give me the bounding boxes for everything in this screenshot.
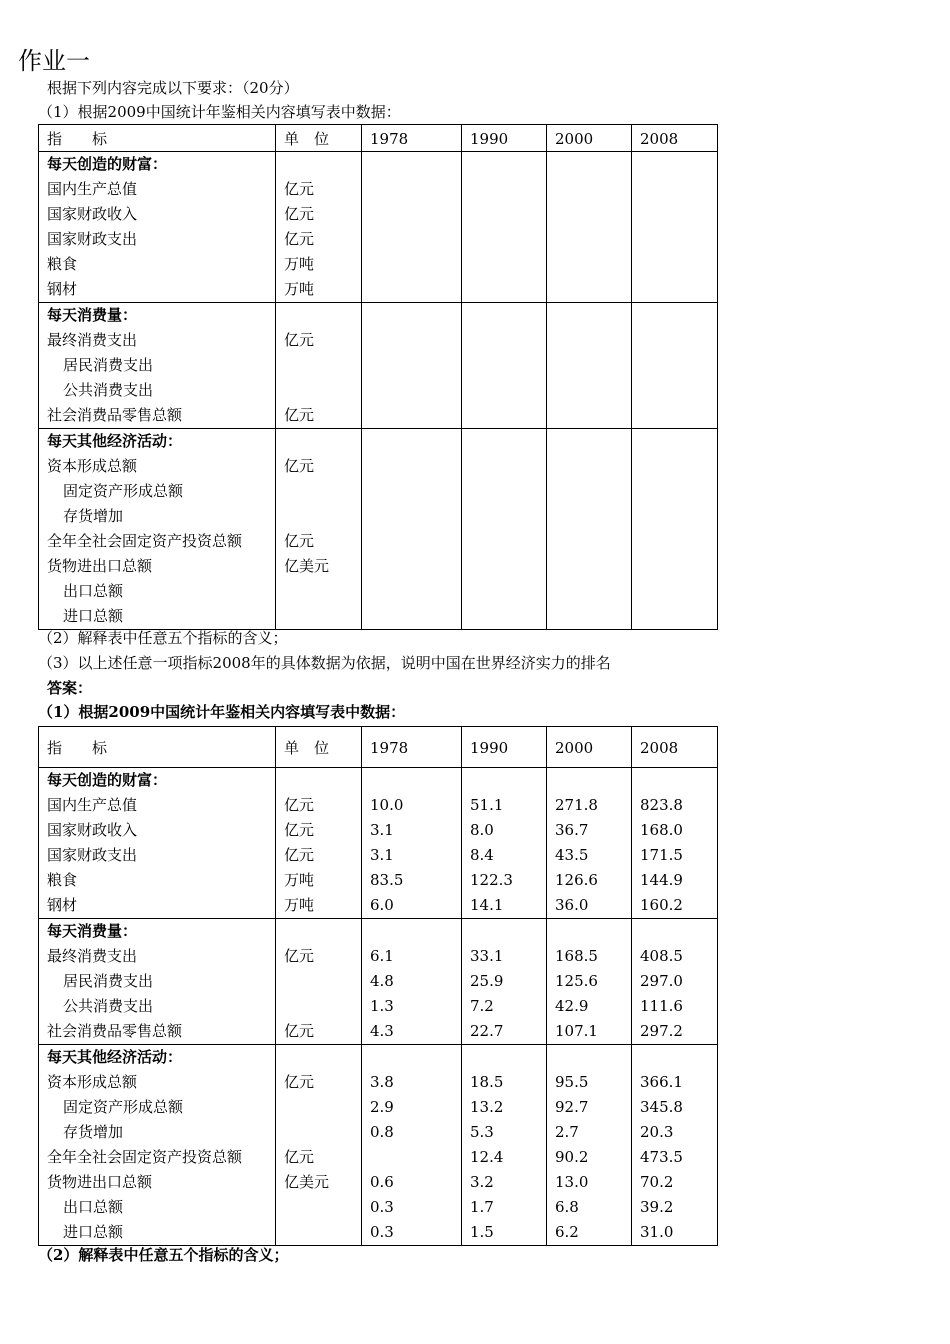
spacer xyxy=(276,152,361,177)
spacer xyxy=(276,919,361,944)
indicator-name: 出口总额 xyxy=(63,582,124,600)
value-cell xyxy=(547,152,632,303)
indicator-name: 进口总额 xyxy=(63,607,124,625)
indicator-name: 全年全社会固定资产投资总额 xyxy=(47,1148,243,1166)
indicator-name: 存货增加 xyxy=(63,1123,124,1141)
unit-cell xyxy=(276,919,362,1045)
unit-label xyxy=(276,604,361,629)
value-cell xyxy=(547,303,632,429)
spacer xyxy=(462,429,546,454)
unit-label: 万吨 xyxy=(284,280,315,298)
spacer xyxy=(547,303,631,328)
header-2008: 2008 xyxy=(632,727,718,768)
indicator-name: 进口总额 xyxy=(63,1223,124,1241)
value: 18.5 xyxy=(470,1073,504,1091)
unit-label: 亿元 xyxy=(284,1148,315,1166)
table-header-row xyxy=(39,727,718,768)
value: 2.9 xyxy=(370,1098,394,1116)
value: 14.1 xyxy=(470,896,504,914)
unit-label: 亿元 xyxy=(284,821,315,839)
group-heading: 每天消费量： xyxy=(47,922,138,940)
answer-question-2: （2）解释表中任意五个指标的含义； xyxy=(38,1246,289,1264)
value: 31.0 xyxy=(640,1223,674,1241)
spacer xyxy=(462,1045,546,1070)
spacer xyxy=(462,919,546,944)
value xyxy=(362,1145,461,1170)
unit-label xyxy=(276,479,361,504)
value: 90.2 xyxy=(555,1148,589,1166)
unit-label: 万吨 xyxy=(284,896,315,914)
unit-cell xyxy=(276,152,362,303)
value: 22.7 xyxy=(470,1022,504,1040)
unit-label: 亿元 xyxy=(284,331,315,349)
spacer xyxy=(547,152,631,177)
unit-label: 亿元 xyxy=(284,205,315,223)
value: 3.1 xyxy=(370,846,394,864)
value: 168.0 xyxy=(640,821,683,839)
indicator-name: 全年全社会固定资产投资总额 xyxy=(47,532,243,550)
value: 10.0 xyxy=(370,796,404,814)
value: 473.5 xyxy=(640,1148,683,1166)
value: 12.4 xyxy=(470,1148,504,1166)
unit-label: 亿元 xyxy=(284,532,315,550)
value-cell xyxy=(362,1045,462,1246)
unit-label xyxy=(276,378,361,403)
spacer xyxy=(276,1045,361,1070)
unit-cell xyxy=(276,1045,362,1246)
table-group xyxy=(39,152,718,303)
question-1: （1）根据2009中国统计年鉴相关内容填写表中数据： xyxy=(38,103,401,121)
unit-label: 万吨 xyxy=(284,871,315,889)
value: 20.3 xyxy=(640,1123,674,1141)
unit-label: 亿元 xyxy=(284,947,315,965)
value: 92.7 xyxy=(555,1098,589,1116)
value: 408.5 xyxy=(640,947,683,965)
value: 36.7 xyxy=(555,821,589,839)
value: 83.5 xyxy=(370,871,404,889)
blank-table xyxy=(38,124,718,630)
value: 1.5 xyxy=(470,1223,494,1241)
value: 297.0 xyxy=(640,972,683,990)
indicator-name: 国家财政支出 xyxy=(47,230,138,248)
value: 1.3 xyxy=(370,997,394,1015)
spacer xyxy=(632,919,717,944)
value: 125.6 xyxy=(555,972,598,990)
indicator-name: 粮食 xyxy=(47,871,78,889)
value-cell xyxy=(547,429,632,630)
group-heading: 每天其他经济活动： xyxy=(47,1048,183,1066)
unit-label xyxy=(276,579,361,604)
unit-cell xyxy=(276,429,362,630)
value-cell xyxy=(362,303,462,429)
indicator-name: 国家财政收入 xyxy=(47,205,138,223)
value: 6.1 xyxy=(370,947,394,965)
indicator-name: 钢材 xyxy=(47,280,78,298)
indicator-name: 社会消费品零售总额 xyxy=(47,1022,183,1040)
value: 6.2 xyxy=(555,1223,579,1241)
value: 271.8 xyxy=(555,796,598,814)
header-1978: 1978 xyxy=(362,125,462,152)
value: 6.0 xyxy=(370,896,394,914)
indicator-name: 固定资产形成总额 xyxy=(63,1098,184,1116)
indicator-name: 货物进出口总额 xyxy=(47,557,153,575)
group-heading: 每天消费量： xyxy=(47,306,138,324)
indicator-name: 钢材 xyxy=(47,896,78,914)
table-group xyxy=(39,919,718,1045)
header-unit: 单 位 xyxy=(276,727,362,768)
spacer xyxy=(462,152,546,177)
indicator-name: 国内生产总值 xyxy=(47,180,138,198)
value: 126.6 xyxy=(555,871,598,889)
spacer xyxy=(276,768,361,793)
value: 107.1 xyxy=(555,1022,598,1040)
unit-label: 亿元 xyxy=(284,406,315,424)
question-3: （3）以上述任意一项指标2008年的具体数据为依据，说明中国在世界经济实力的排名 xyxy=(38,654,611,672)
indicator-name: 粮食 xyxy=(47,255,78,273)
unit-label: 亿美元 xyxy=(284,1173,330,1191)
intro-text: 根据下列内容完成以下要求：（20分） xyxy=(47,79,299,97)
indicator-name: 存货增加 xyxy=(63,507,124,525)
value: 4.8 xyxy=(370,972,394,990)
header-2000: 2000 xyxy=(547,727,632,768)
indicator-cell xyxy=(39,303,276,429)
value-cell xyxy=(362,768,462,919)
spacer xyxy=(362,768,461,793)
value: 43.5 xyxy=(555,846,589,864)
unit-label: 亿元 xyxy=(284,1073,315,1091)
table-group xyxy=(39,768,718,919)
indicator-name: 国家财政支出 xyxy=(47,846,138,864)
unit-label: 亿元 xyxy=(284,1022,315,1040)
value: 70.2 xyxy=(640,1173,674,1191)
header-2000: 2000 xyxy=(547,125,632,152)
group-heading: 每天其他经济活动： xyxy=(47,432,183,450)
indicator-name: 国家财政收入 xyxy=(47,821,138,839)
value: 171.5 xyxy=(640,846,683,864)
value-cell xyxy=(632,1045,718,1246)
value: 0.3 xyxy=(370,1223,394,1241)
spacer xyxy=(362,429,461,454)
value: 7.2 xyxy=(470,997,494,1015)
answer-table xyxy=(38,726,718,1246)
value: 0.6 xyxy=(370,1173,394,1191)
spacer xyxy=(276,303,361,328)
value: 345.8 xyxy=(640,1098,683,1116)
indicator-name: 居民消费支出 xyxy=(63,972,154,990)
value-cell xyxy=(462,919,547,1045)
spacer xyxy=(276,429,361,454)
indicator-cell xyxy=(39,1045,276,1246)
unit-label xyxy=(276,994,361,1019)
value: 3.1 xyxy=(370,821,394,839)
header-1978: 1978 xyxy=(362,727,462,768)
value-cell xyxy=(632,429,718,630)
indicator-name: 社会消费品零售总额 xyxy=(47,406,183,424)
value: 95.5 xyxy=(555,1073,589,1091)
page-title: 作业一 xyxy=(18,47,90,75)
indicator-cell xyxy=(39,919,276,1045)
header-unit: 单 位 xyxy=(276,125,362,152)
value: 160.2 xyxy=(640,896,683,914)
unit-cell xyxy=(276,303,362,429)
value: 122.3 xyxy=(470,871,513,889)
spacer xyxy=(632,1045,717,1070)
value-cell xyxy=(462,429,547,630)
unit-label xyxy=(276,1095,361,1120)
unit-label: 万吨 xyxy=(284,255,315,273)
unit-label: 亿元 xyxy=(284,846,315,864)
spacer xyxy=(632,429,717,454)
answer-question-1: （1）根据2009中国统计年鉴相关内容填写表中数据： xyxy=(38,703,406,721)
value-cell xyxy=(547,768,632,919)
spacer xyxy=(462,303,546,328)
table-group xyxy=(39,429,718,630)
value: 3.8 xyxy=(370,1073,394,1091)
value: 0.3 xyxy=(370,1198,394,1216)
value: 13.2 xyxy=(470,1098,504,1116)
value-cell xyxy=(632,768,718,919)
value-cell xyxy=(632,303,718,429)
table-header-row xyxy=(39,125,718,152)
unit-cell xyxy=(276,768,362,919)
spacer xyxy=(632,303,717,328)
unit-label: 亿元 xyxy=(284,180,315,198)
header-2008: 2008 xyxy=(632,125,718,152)
indicator-name: 居民消费支出 xyxy=(63,356,154,374)
indicator-name: 固定资产形成总额 xyxy=(63,482,184,500)
value: 297.2 xyxy=(640,1022,683,1040)
value: 144.9 xyxy=(640,871,683,889)
spacer xyxy=(547,1045,631,1070)
value: 4.3 xyxy=(370,1022,394,1040)
value: 42.9 xyxy=(555,997,589,1015)
value: 8.4 xyxy=(470,846,494,864)
spacer xyxy=(462,768,546,793)
value-cell xyxy=(362,429,462,630)
indicator-name: 国内生产总值 xyxy=(47,796,138,814)
unit-label xyxy=(276,1195,361,1220)
spacer xyxy=(547,429,631,454)
spacer xyxy=(362,919,461,944)
indicator-name: 公共消费支出 xyxy=(63,997,154,1015)
value: 366.1 xyxy=(640,1073,683,1091)
value: 168.5 xyxy=(555,947,598,965)
group-heading: 每天创造的财富： xyxy=(47,155,168,173)
answer-label: 答案： xyxy=(47,679,93,697)
value-cell xyxy=(547,919,632,1045)
value: 8.0 xyxy=(470,821,494,839)
value-cell xyxy=(462,152,547,303)
value-cell xyxy=(462,1045,547,1246)
indicator-name: 公共消费支出 xyxy=(63,381,154,399)
spacer xyxy=(547,919,631,944)
value: 0.8 xyxy=(370,1123,394,1141)
indicator-name: 最终消费支出 xyxy=(47,947,138,965)
unit-label xyxy=(276,504,361,529)
value: 3.2 xyxy=(470,1173,494,1191)
value: 5.3 xyxy=(470,1123,494,1141)
value: 51.1 xyxy=(470,796,504,814)
header-1990: 1990 xyxy=(462,727,547,768)
value: 39.2 xyxy=(640,1198,674,1216)
unit-label xyxy=(276,1120,361,1145)
value: 33.1 xyxy=(470,947,504,965)
value: 6.8 xyxy=(555,1198,579,1216)
indicator-name: 资本形成总额 xyxy=(47,457,138,475)
unit-label: 亿元 xyxy=(284,230,315,248)
spacer xyxy=(632,152,717,177)
value-cell xyxy=(462,768,547,919)
value-cell xyxy=(362,919,462,1045)
value: 111.6 xyxy=(640,997,683,1015)
value-cell xyxy=(362,152,462,303)
unit-label: 亿元 xyxy=(284,457,315,475)
indicator-name: 资本形成总额 xyxy=(47,1073,138,1091)
indicator-name: 最终消费支出 xyxy=(47,331,138,349)
spacer xyxy=(547,768,631,793)
indicator-cell xyxy=(39,768,276,919)
header-indicator: 指 标 xyxy=(39,727,276,768)
indicator-name: 货物进出口总额 xyxy=(47,1173,153,1191)
value: 823.8 xyxy=(640,796,683,814)
indicator-name: 出口总额 xyxy=(63,1198,124,1216)
spacer xyxy=(632,768,717,793)
spacer xyxy=(362,1045,461,1070)
unit-label xyxy=(276,353,361,378)
value: 13.0 xyxy=(555,1173,589,1191)
question-2: （2）解释表中任意五个指标的含义； xyxy=(38,629,288,647)
indicator-cell xyxy=(39,429,276,630)
unit-label: 亿元 xyxy=(284,796,315,814)
unit-label xyxy=(276,969,361,994)
header-indicator: 指 标 xyxy=(39,125,276,152)
value-cell xyxy=(632,152,718,303)
spacer xyxy=(362,303,461,328)
value-cell xyxy=(547,1045,632,1246)
spacer xyxy=(362,152,461,177)
unit-label: 亿美元 xyxy=(284,557,330,575)
table-group xyxy=(39,303,718,429)
table-group xyxy=(39,1045,718,1246)
value-cell xyxy=(632,919,718,1045)
group-heading: 每天创造的财富： xyxy=(47,771,168,789)
header-1990: 1990 xyxy=(462,125,547,152)
unit-label xyxy=(276,1220,361,1245)
value: 1.7 xyxy=(470,1198,494,1216)
value-cell xyxy=(462,303,547,429)
value: 2.7 xyxy=(555,1123,579,1141)
value: 25.9 xyxy=(470,972,504,990)
value: 36.0 xyxy=(555,896,589,914)
indicator-cell xyxy=(39,152,276,303)
